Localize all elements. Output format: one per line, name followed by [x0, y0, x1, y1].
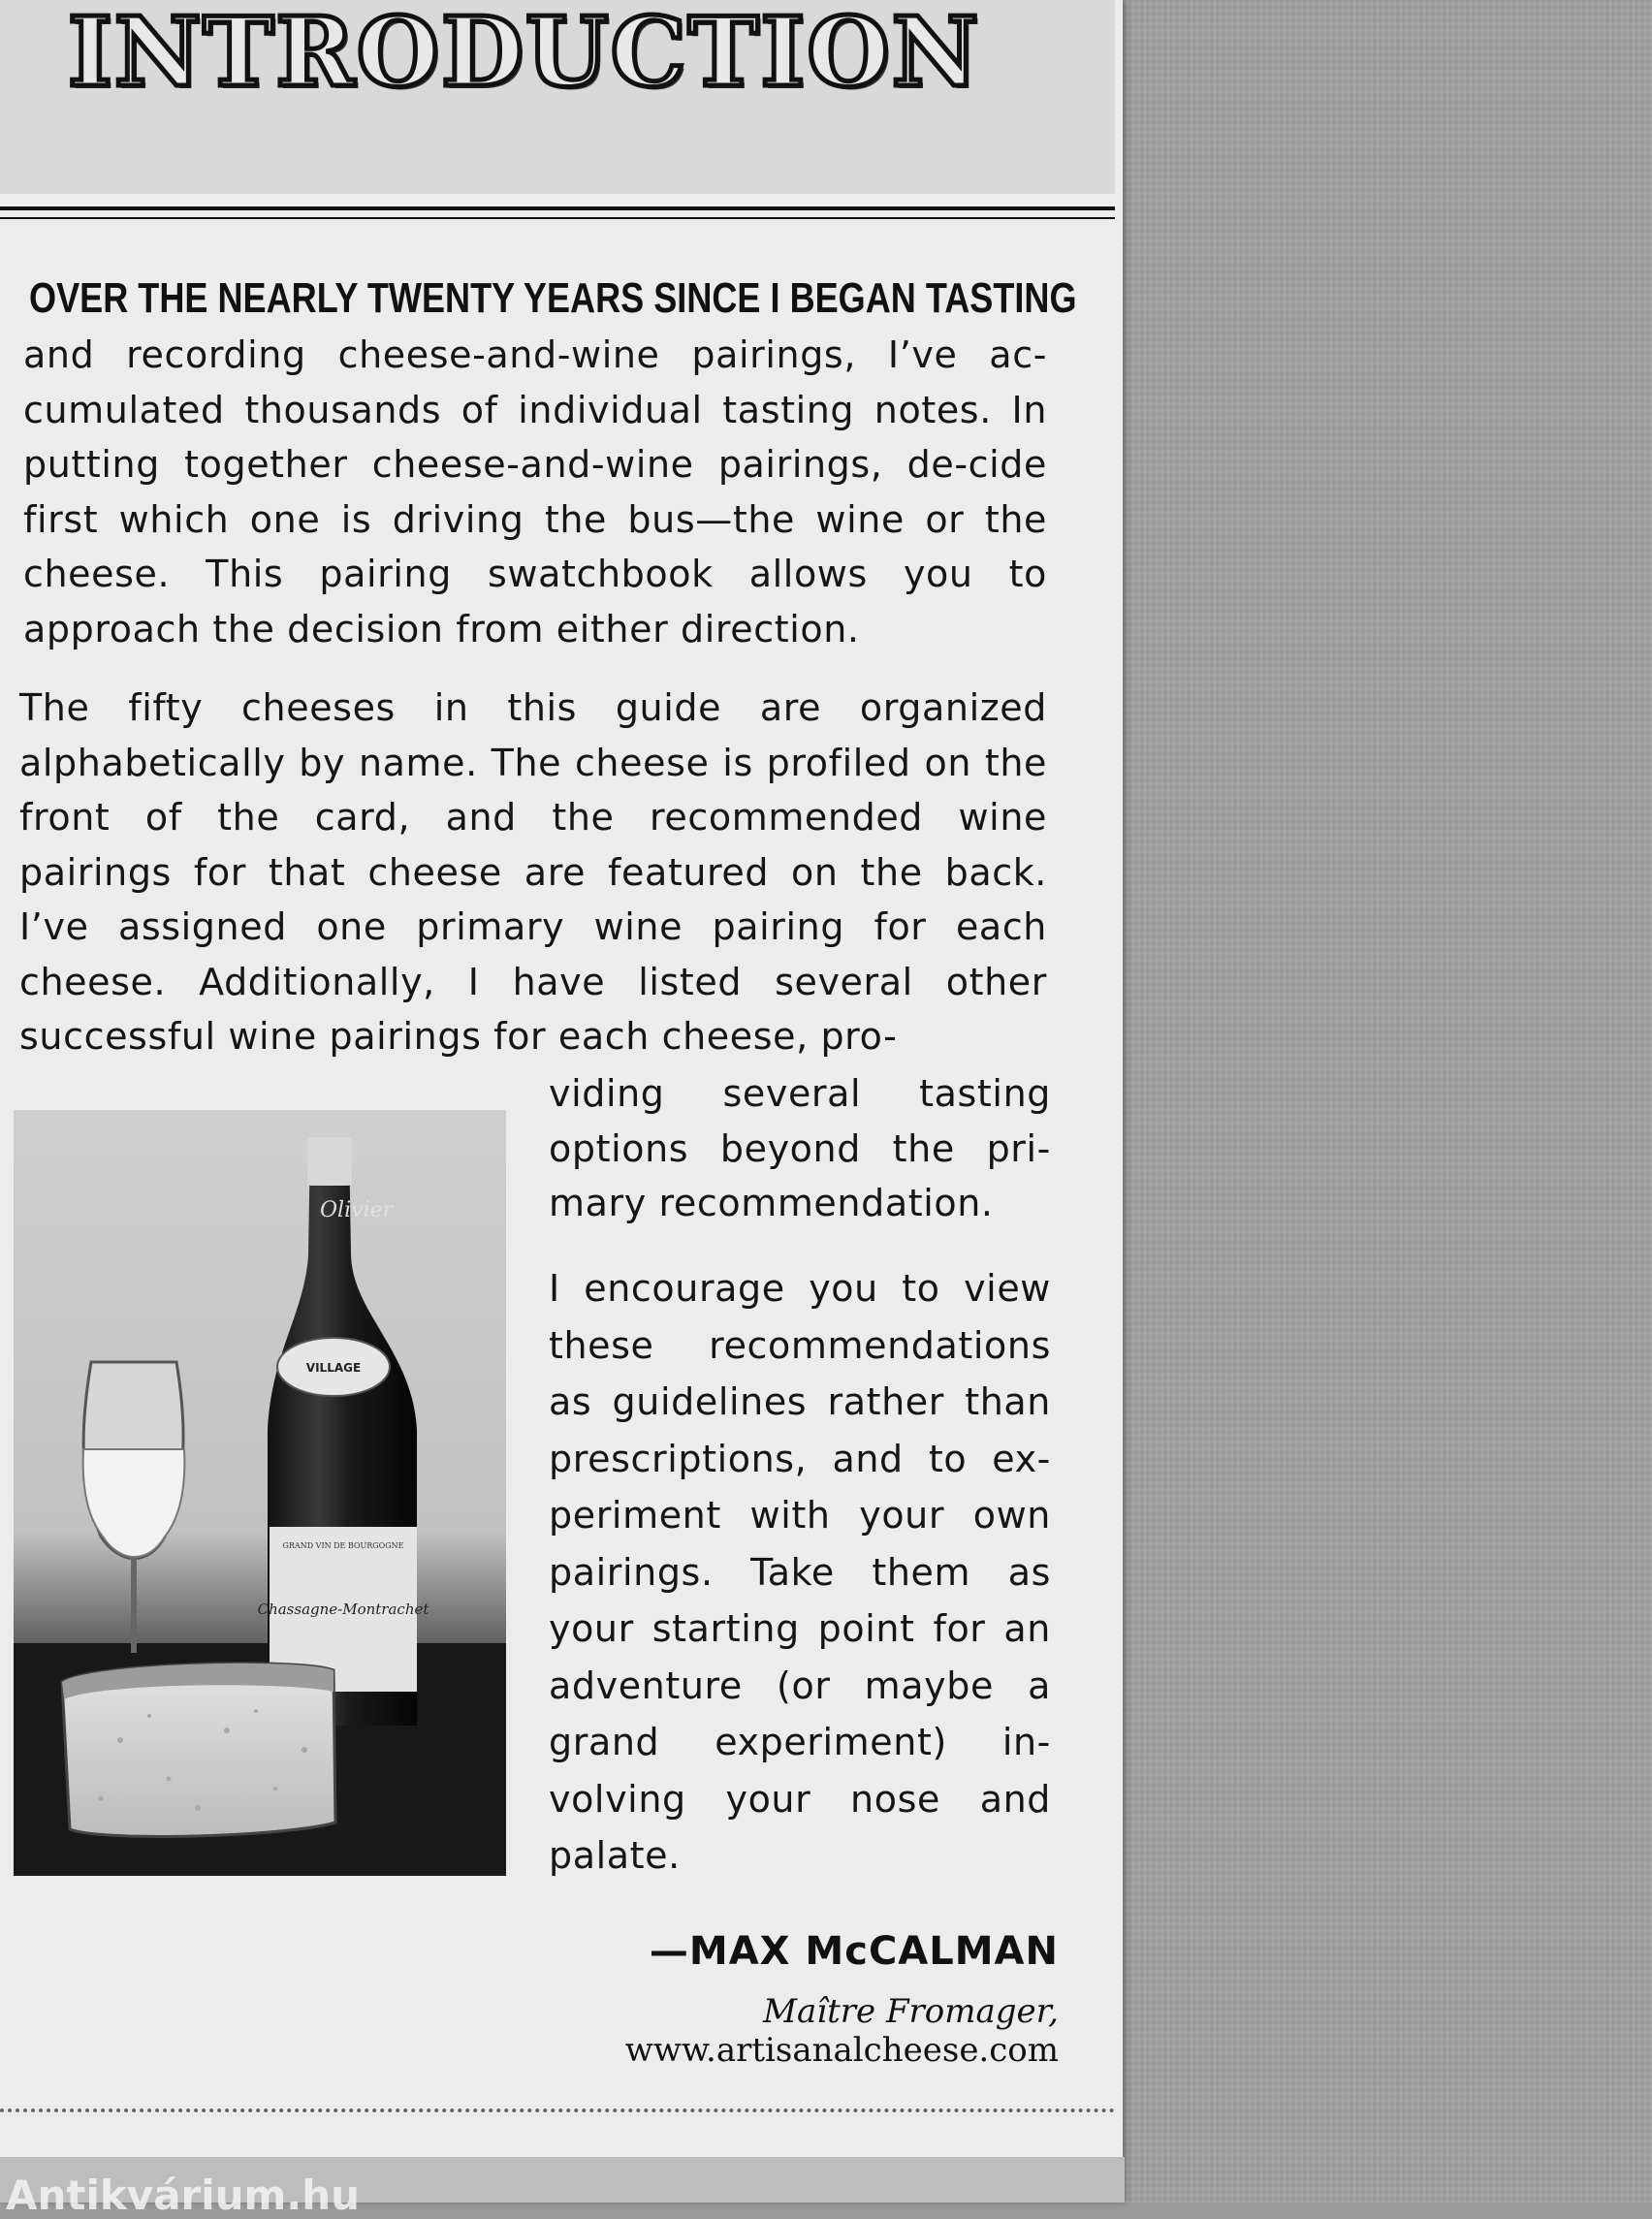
- header-rule-thin: [0, 217, 1115, 219]
- bottle-brand-script: Olivier: [320, 1198, 394, 1222]
- wine-cheese-illustration: [14, 1110, 506, 1876]
- affiliation-url: www.artisanalcheese.com: [624, 2031, 1059, 2070]
- header-rule: [0, 206, 1115, 210]
- neck-label-text: VILLAGE: [305, 1361, 362, 1375]
- lead-in-heading: OVER THE NEARLY TWENTY YEARS SINCE I BEGAN TASTING: [29, 274, 1077, 322]
- wine-cheese-photo: [14, 1110, 506, 1876]
- label-name: Chassagne-Montrachet: [257, 1601, 429, 1618]
- paragraph-1: and recording cheese-and-wine pairings, I’ve ac-cumulated thousands of individual tasting notes. In putting together cheese-and-wine pairings, de-cide first which one is driving the bus—the wine or the cheese. This pairing swatchbook allows you to approach the decision from either direction.: [23, 333, 1047, 650]
- page-title: INTRODUCTION: [68, 0, 981, 109]
- dotted-divider: [0, 2108, 1115, 2112]
- background-surface: [1115, 0, 1652, 2203]
- paragraph-2-continued: viding several tasting options beyond the pri-mary recommendation.: [549, 1072, 1051, 1224]
- affiliation-role: Maître Fromager,: [763, 1992, 1059, 2031]
- watermark-text: Antikvárium.hu: [6, 2171, 361, 2219]
- label-appellation: GRAND VIN DE BOURGOGNE: [282, 1541, 404, 1550]
- paragraph-2: The fifty cheeses in this guide are organized alphabetically by name. The cheese is profiled on the front of the card, and the recommended wine pairings for that cheese are featured on the back. I’ve assigned one primary wine pairing for each cheese. Additionally, I have listed several other successful wine pairings for each cheese, pro-: [19, 686, 1047, 1058]
- paragraph-3: I encourage you to view these recommendations as guidelines rather than prescriptions, and to ex-periment with your own pairings. Take them as your starting point for an adventure (or maybe a grand experiment) in-volving your nose and palate.: [549, 1267, 1051, 1877]
- author-affiliation: [330, 1992, 1059, 2070]
- author-signature: —MAX McCALMAN: [649, 1929, 1059, 1974]
